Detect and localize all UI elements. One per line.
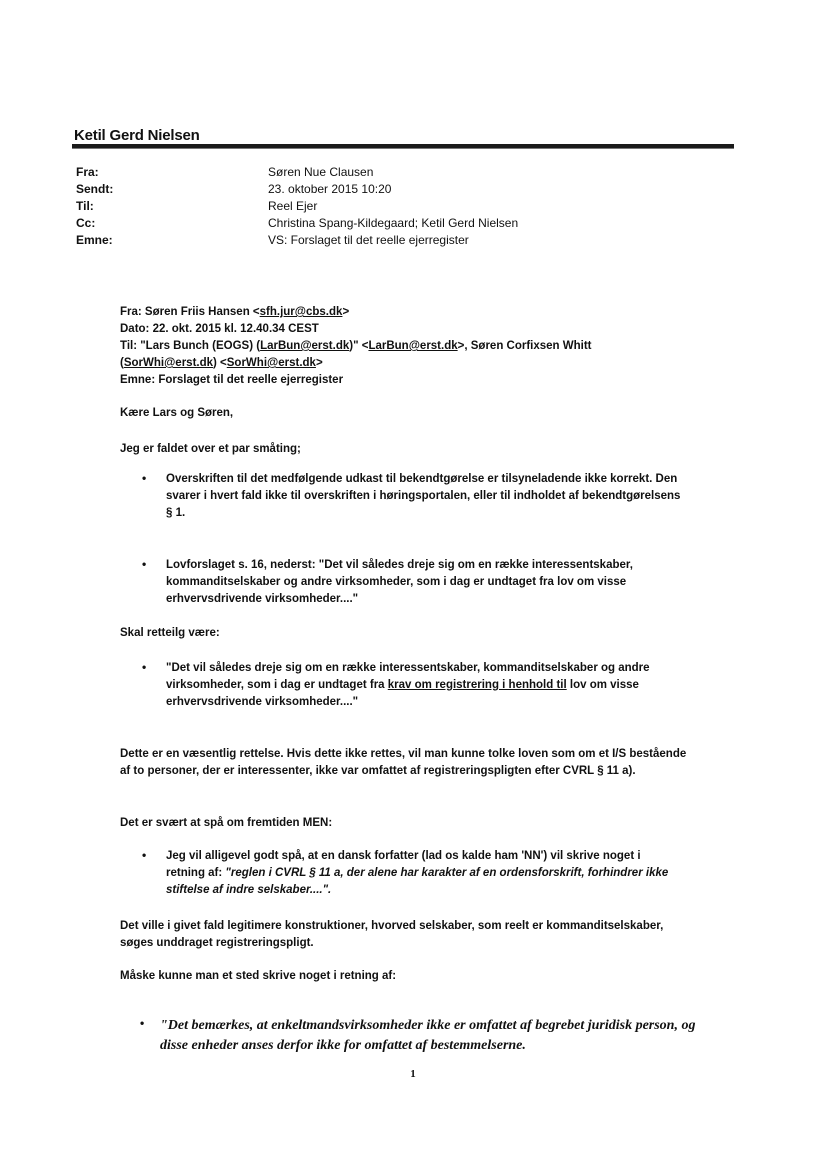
bullet-item [142,557,682,608]
intro-line: Jeg er faldet over et par småting; [120,443,301,455]
quoted-text: "reglen i CVRL § 11 a, der alene har karakter af en ordensforskrift, forhindrer ikke stiftelse af indre selskaber....". [166,867,669,896]
bullet-text: Overskriften til det medfølgende udkast til bekendtgørelse er tilsyneladende ikke korrekt. Den svarer i hvert fald ikke til overskriften i høringsportalen, eller til indholdet af bekendtgørelsens § 1. [166,473,681,519]
email-link[interactable]: SorWhi@erst.dk [123,357,214,369]
forwarded-from: Fra: Søren Friis Hansen <sfh.jur@cbs.dk> [120,306,350,318]
bullet-text: "Det vil således dreje sig om en række interessentskaber, kommanditselskaber og andre virksomheder, som i dag er undtaget fra krav om registrering i henhold til lov om visse erhvervsdrivende virksomheder...." [166,662,650,708]
bullet-item [142,848,682,899]
mailbox-owner-name: Ketil Gerd Nielsen [74,127,200,144]
bullet-item [142,660,682,711]
should-be-line: Skal retteilg være: [120,627,220,639]
paragraph: Dette er en væsentlig rettelse. Hvis dette ikke rettes, vil man kunne tolke loven som om et I/S bestående af to personer, der er interessenter, ikke var omfattet af registreringspligten efter CVRL § 11 a). [120,748,687,777]
header-rule [72,144,734,149]
subject-label: Emne: [76,233,113,247]
email-link[interactable]: sfh.jur@cbs.dk [259,306,343,318]
to-value: Reel Ejer [268,199,318,213]
forwarded-date: Dato: 22. okt. 2015 kl. 12.40.34 CEST [120,323,319,335]
from-label: Fra: [76,165,99,179]
forwarded-subject: Emne: Forslaget til det reelle ejerregister [120,374,344,386]
greeting: Kære Lars og Søren, [120,407,234,419]
forwarded-header [120,304,680,389]
bullet-text: "Det bemærkes, at enkeltmandsvirksomheder ikke er omfattet af begrebet juridisk person, og disse enheder anses derfor ikke for omfattet af bestemmelserne. [160,1018,696,1053]
bullet-item [140,1016,700,1056]
bullet-item [142,471,682,522]
from-value: Søren Nue Clausen [268,165,374,179]
email-link[interactable]: LarBun@erst.dk [368,340,458,352]
forwarded-to: Til: "Lars Bunch (EOGS) (LarBun@erst.dk)" <LarBun@erst.dk>, Søren Corfixsen Whitt (SorWhi@erst.dk) <SorWhi@erst.dk> [120,340,592,369]
cc-value: Christina Spang-Kildegaard; Ketil Gerd Nielsen [268,216,519,230]
bullet-icon: • [140,1016,145,1030]
paragraph: Det ville i givet fald legitimere konstruktioner, hvorved selskaber, som reelt er kommanditselskaber, søges unddraget registreringspligt. [120,920,664,949]
bullet-text: Lovforslaget s. 16, nederst: "Det vil således dreje sig om en række interessentskaber, kommanditselskaber og andre virksomheder, som i dag er undtaget fra lov om visse erhvervsdrivende virksomheder...." [166,559,633,605]
to-label: Til: [76,199,94,213]
underlined-insertion: krav om registrering i henhold til [387,679,567,691]
email-link[interactable]: LarBun@erst.dk [260,340,350,352]
bullet-icon: • [142,471,147,485]
sent-value: 23. oktober 2015 10:20 [268,182,392,196]
paragraph: Måske kunne man et sted skrive noget i retning af: [120,970,397,982]
bullet-text: Jeg vil alligevel godt spå, at en dansk forfatter (lad os kalde ham 'NN') vil skrive noget i retning af: "reglen i CVRL § 11 a, der alene har karakter af en ordensforskrift, forhindrer ikke stiftelse af indre selskaber....". [166,850,669,896]
sent-label: Sendt: [76,182,114,196]
bullet-icon: • [142,848,147,862]
cc-label: Cc: [76,216,96,230]
paragraph: Det er svært at spå om fremtiden MEN: [120,817,333,829]
page-number: 1 [410,1068,416,1080]
bullet-icon: • [142,557,147,571]
email-link[interactable]: SorWhi@erst.dk [226,357,316,369]
subject-value: VS: Forslaget til det reelle ejerregister [268,233,469,247]
bullet-icon: • [142,660,147,674]
